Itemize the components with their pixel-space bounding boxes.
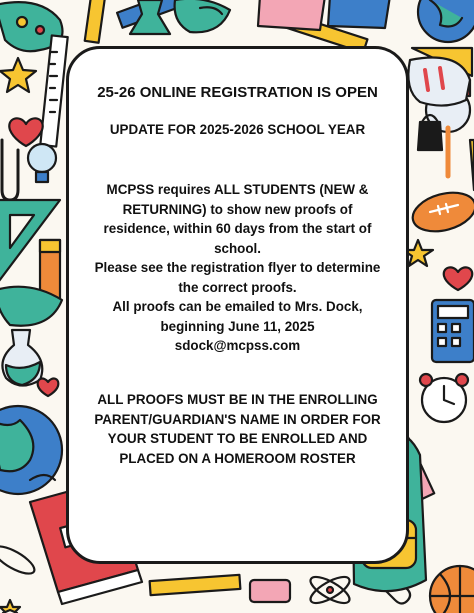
star-icon (0, 58, 36, 92)
update-heading: UPDATE FOR 2025-2026 SCHOOL YEAR (109, 122, 366, 137)
body-paragraph-requirement: MCPSS requires ALL STUDENTS (NEW & RETURNING) to show new proofs of residence, within 60 days from the start of school. (103, 182, 372, 256)
atom-icon (307, 572, 353, 608)
magnifier-icon (28, 144, 56, 182)
flyer-body (93, 180, 382, 356)
flyer-notice: ALL PROOFS MUST BE IN THE ENROLLING PARENT/GUARDIAN'S NAME IN ORDER FOR YOUR STUDENT TO BE ENROLLED AND PLACED ON A HOMEROOM ROSTER (94, 392, 381, 466)
registration-notice-card (66, 46, 409, 564)
heart-icon (38, 379, 59, 396)
atom-icon (0, 546, 34, 573)
ruler-icon (40, 35, 67, 146)
heart-icon (444, 267, 472, 290)
eraser-shape (250, 580, 290, 602)
teal-cap-shape (175, 0, 230, 32)
body-paragraph-flyer: Please see the registration flyer to determine the correct proofs. (94, 260, 381, 295)
heart-icon (9, 118, 42, 146)
speech-bubble-icon (408, 58, 470, 106)
body-paragraph-email: All proofs can be emailed to Mrs. Dock, beginning June 11, 2025 (112, 299, 363, 334)
flyer-title: 25-26 ONLINE REGISTRATION IS OPEN (97, 84, 378, 101)
alarm-clock-icon (420, 374, 468, 422)
flask-icon (2, 330, 42, 386)
calculator-icon (432, 300, 474, 362)
globe-icon (418, 0, 474, 42)
paperclip-icon (2, 140, 18, 200)
star-icon (0, 600, 20, 613)
triangle-ruler-icon (470, 140, 474, 190)
pencil-icon (85, 0, 179, 43)
pencil-icon (150, 575, 241, 595)
football-icon (408, 186, 474, 237)
basketball-icon (430, 566, 474, 613)
contact-email: sdock@mcpss.com (174, 338, 301, 353)
globe-icon (0, 406, 62, 494)
